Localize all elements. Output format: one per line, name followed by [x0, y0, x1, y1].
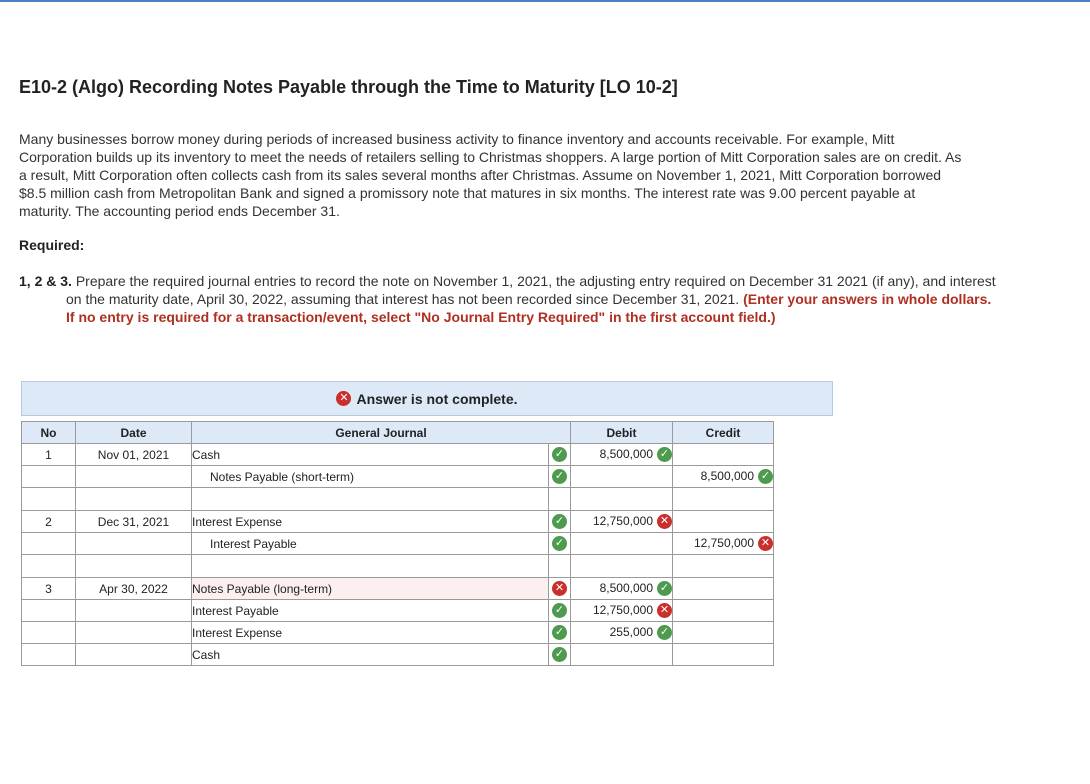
- answer-status-banner: [21, 381, 833, 416]
- debit-cell[interactable]: [571, 533, 673, 555]
- instruction-number: 1, 2 & 3.: [19, 273, 72, 289]
- account-cell[interactable]: [192, 533, 549, 555]
- check-circle-icon: ✓: [552, 447, 567, 462]
- spacer-mark-cell: [549, 555, 571, 578]
- account-cell[interactable]: [192, 511, 549, 533]
- account-cell[interactable]: [192, 600, 549, 622]
- account-status-cell: [549, 511, 571, 533]
- credit-cell[interactable]: [673, 600, 774, 622]
- account-status-cell: [549, 466, 571, 488]
- date-cell[interactable]: [76, 644, 192, 666]
- problem-intro: Many businesses borrow money during periods of increased business activity to finance inventory and accounts receivable. For example, Mitt Corporation builds up its inventory to meet the needs of retailers selling to Christmas shoppers. A large portion of Mitt Corporation sales are on credit. As a result, Mitt Corporation often collects cash from its sales several months after Christmas. Assume on November 1, 2021, Mitt Corporation borrowed $8.5 million cash from Metropolitan Bank and signed a promissory note that matures in six months. The interest rate was 9.00 percent payable at maturity. The accounting period ends December 31.: [19, 131, 962, 219]
- credit-amount: 12,750,000: [693, 535, 754, 550]
- entry-date: Apr 30, 2022: [99, 581, 168, 596]
- spacer-account-cell: [192, 488, 549, 511]
- check-circle-icon: ✓: [657, 581, 672, 596]
- instruction-text: Prepare the required journal entries to record the note on November 1, 2021, the adjusting entry required on December 31 2021 (if any), and interest on the maturity date, April 30, 2022, assuming that interest has not been recorded since December 31, 2021.: [66, 273, 996, 307]
- account-status-cell: [549, 578, 571, 600]
- journal-row: [22, 511, 774, 533]
- debit-cell[interactable]: [571, 622, 673, 644]
- journal-spacer-row: [22, 488, 774, 511]
- account-cell[interactable]: [192, 444, 549, 466]
- answer-status-text: Answer is not complete.: [356, 390, 518, 407]
- account-cell[interactable]: [192, 644, 549, 666]
- entry-date: Dec 31, 2021: [97, 514, 170, 529]
- spacer-no-cell: [22, 555, 76, 578]
- account-status-cell: [549, 533, 571, 555]
- check-circle-icon: ✓: [657, 625, 672, 640]
- entry-number-cell: [22, 511, 76, 533]
- account-status-cell: [549, 444, 571, 466]
- journal-row: [22, 600, 774, 622]
- credit-cell[interactable]: [673, 644, 774, 666]
- account-status-cell: [549, 644, 571, 666]
- spacer-credit-cell: [673, 488, 774, 511]
- debit-amount: 255,000: [609, 624, 653, 639]
- entry-number-cell: [22, 466, 76, 488]
- date-cell[interactable]: [76, 622, 192, 644]
- instructions: [19, 272, 996, 326]
- required-label: Required:: [19, 237, 85, 253]
- x-circle-icon: ✕: [657, 603, 672, 618]
- spacer-date-cell: [76, 555, 192, 578]
- spacer-debit-cell: [571, 555, 673, 578]
- entry-number-cell: [22, 622, 76, 644]
- col-header-no: No: [22, 422, 76, 444]
- journal-spacer-row: [22, 555, 774, 578]
- spacer-credit-cell: [673, 555, 774, 578]
- spacer-date-cell: [76, 488, 192, 511]
- credit-cell[interactable]: [673, 578, 774, 600]
- check-circle-icon: ✓: [552, 469, 567, 484]
- instruction-highlight: (Enter your answers in whole dollars. If no entry is required for a transaction/event, select "No Journal Entry Required" in the first account field.): [66, 291, 992, 325]
- top-accent-line: [0, 0, 1090, 2]
- entry-number-cell: [22, 644, 76, 666]
- credit-cell[interactable]: [673, 444, 774, 466]
- debit-amount: 8,500,000: [599, 446, 653, 461]
- spacer-debit-cell: [571, 488, 673, 511]
- debit-cell[interactable]: [571, 600, 673, 622]
- account-name: Interest Expense: [192, 514, 283, 529]
- journal-header-row: [22, 422, 774, 444]
- debit-cell[interactable]: [571, 444, 673, 466]
- journal-row: [22, 466, 774, 488]
- check-circle-icon: ✓: [552, 603, 567, 618]
- entry-number-cell: [22, 578, 76, 600]
- account-cell[interactable]: [192, 622, 549, 644]
- entry-number-cell: [22, 600, 76, 622]
- credit-cell[interactable]: [673, 466, 774, 488]
- journal-row: [22, 622, 774, 644]
- account-name: Notes Payable (short-term): [210, 469, 355, 484]
- x-circle-icon: ✕: [758, 536, 773, 551]
- debit-cell[interactable]: [571, 511, 673, 533]
- journal-row: [22, 444, 774, 466]
- credit-cell[interactable]: [673, 511, 774, 533]
- account-cell[interactable]: [192, 578, 549, 600]
- debit-cell[interactable]: [571, 578, 673, 600]
- date-cell[interactable]: [76, 533, 192, 555]
- journal-row: [22, 644, 774, 666]
- account-status-cell: [549, 600, 571, 622]
- entry-number-cell: [22, 533, 76, 555]
- credit-cell[interactable]: [673, 533, 774, 555]
- x-circle-icon: ✕: [657, 514, 672, 529]
- date-cell[interactable]: [76, 600, 192, 622]
- account-status-cell: [549, 622, 571, 644]
- debit-amount: 8,500,000: [599, 580, 653, 595]
- journal-body: [22, 444, 774, 666]
- x-circle-icon: ✕: [336, 391, 351, 406]
- account-name: Interest Expense: [192, 625, 283, 640]
- spacer-no-cell: [22, 488, 76, 511]
- date-cell[interactable]: [76, 466, 192, 488]
- check-circle-icon: ✓: [552, 514, 567, 529]
- date-cell[interactable]: [76, 578, 192, 600]
- entry-number: 2: [45, 514, 52, 529]
- account-name: Interest Payable: [210, 536, 297, 551]
- account-name: Interest Payable: [192, 603, 279, 618]
- entry-number: 1: [45, 447, 52, 462]
- x-circle-icon: ✕: [552, 581, 567, 596]
- entry-number-cell: [22, 444, 76, 466]
- date-cell[interactable]: [76, 511, 192, 533]
- check-circle-icon: ✓: [758, 469, 773, 484]
- col-header-credit: Credit: [673, 422, 774, 444]
- date-cell[interactable]: [76, 444, 192, 466]
- col-header-debit: Debit: [571, 422, 673, 444]
- check-circle-icon: ✓: [552, 536, 567, 551]
- account-name: Cash: [192, 447, 221, 462]
- debit-amount: 12,750,000: [592, 513, 653, 528]
- account-cell[interactable]: [192, 466, 549, 488]
- problem-title: E10-2 (Algo) Recording Notes Payable through the Time to Maturity [LO 10-2]: [19, 77, 678, 97]
- account-name: Notes Payable (long-term): [192, 581, 333, 596]
- spacer-mark-cell: [549, 488, 571, 511]
- journal-row: [22, 578, 774, 600]
- debit-cell[interactable]: [571, 644, 673, 666]
- general-journal-table: [21, 421, 774, 666]
- col-header-general-journal: General Journal: [192, 422, 571, 444]
- journal-row: [22, 533, 774, 555]
- spacer-account-cell: [192, 555, 549, 578]
- check-circle-icon: ✓: [552, 625, 567, 640]
- debit-cell[interactable]: [571, 466, 673, 488]
- entry-number: 3: [45, 581, 52, 596]
- credit-cell[interactable]: [673, 622, 774, 644]
- credit-amount: 8,500,000: [700, 468, 754, 483]
- check-circle-icon: ✓: [552, 647, 567, 662]
- col-header-date: Date: [76, 422, 192, 444]
- account-name: Cash: [192, 647, 221, 662]
- debit-amount: 12,750,000: [592, 602, 653, 617]
- check-circle-icon: ✓: [657, 447, 672, 462]
- entry-date: Nov 01, 2021: [97, 447, 170, 462]
